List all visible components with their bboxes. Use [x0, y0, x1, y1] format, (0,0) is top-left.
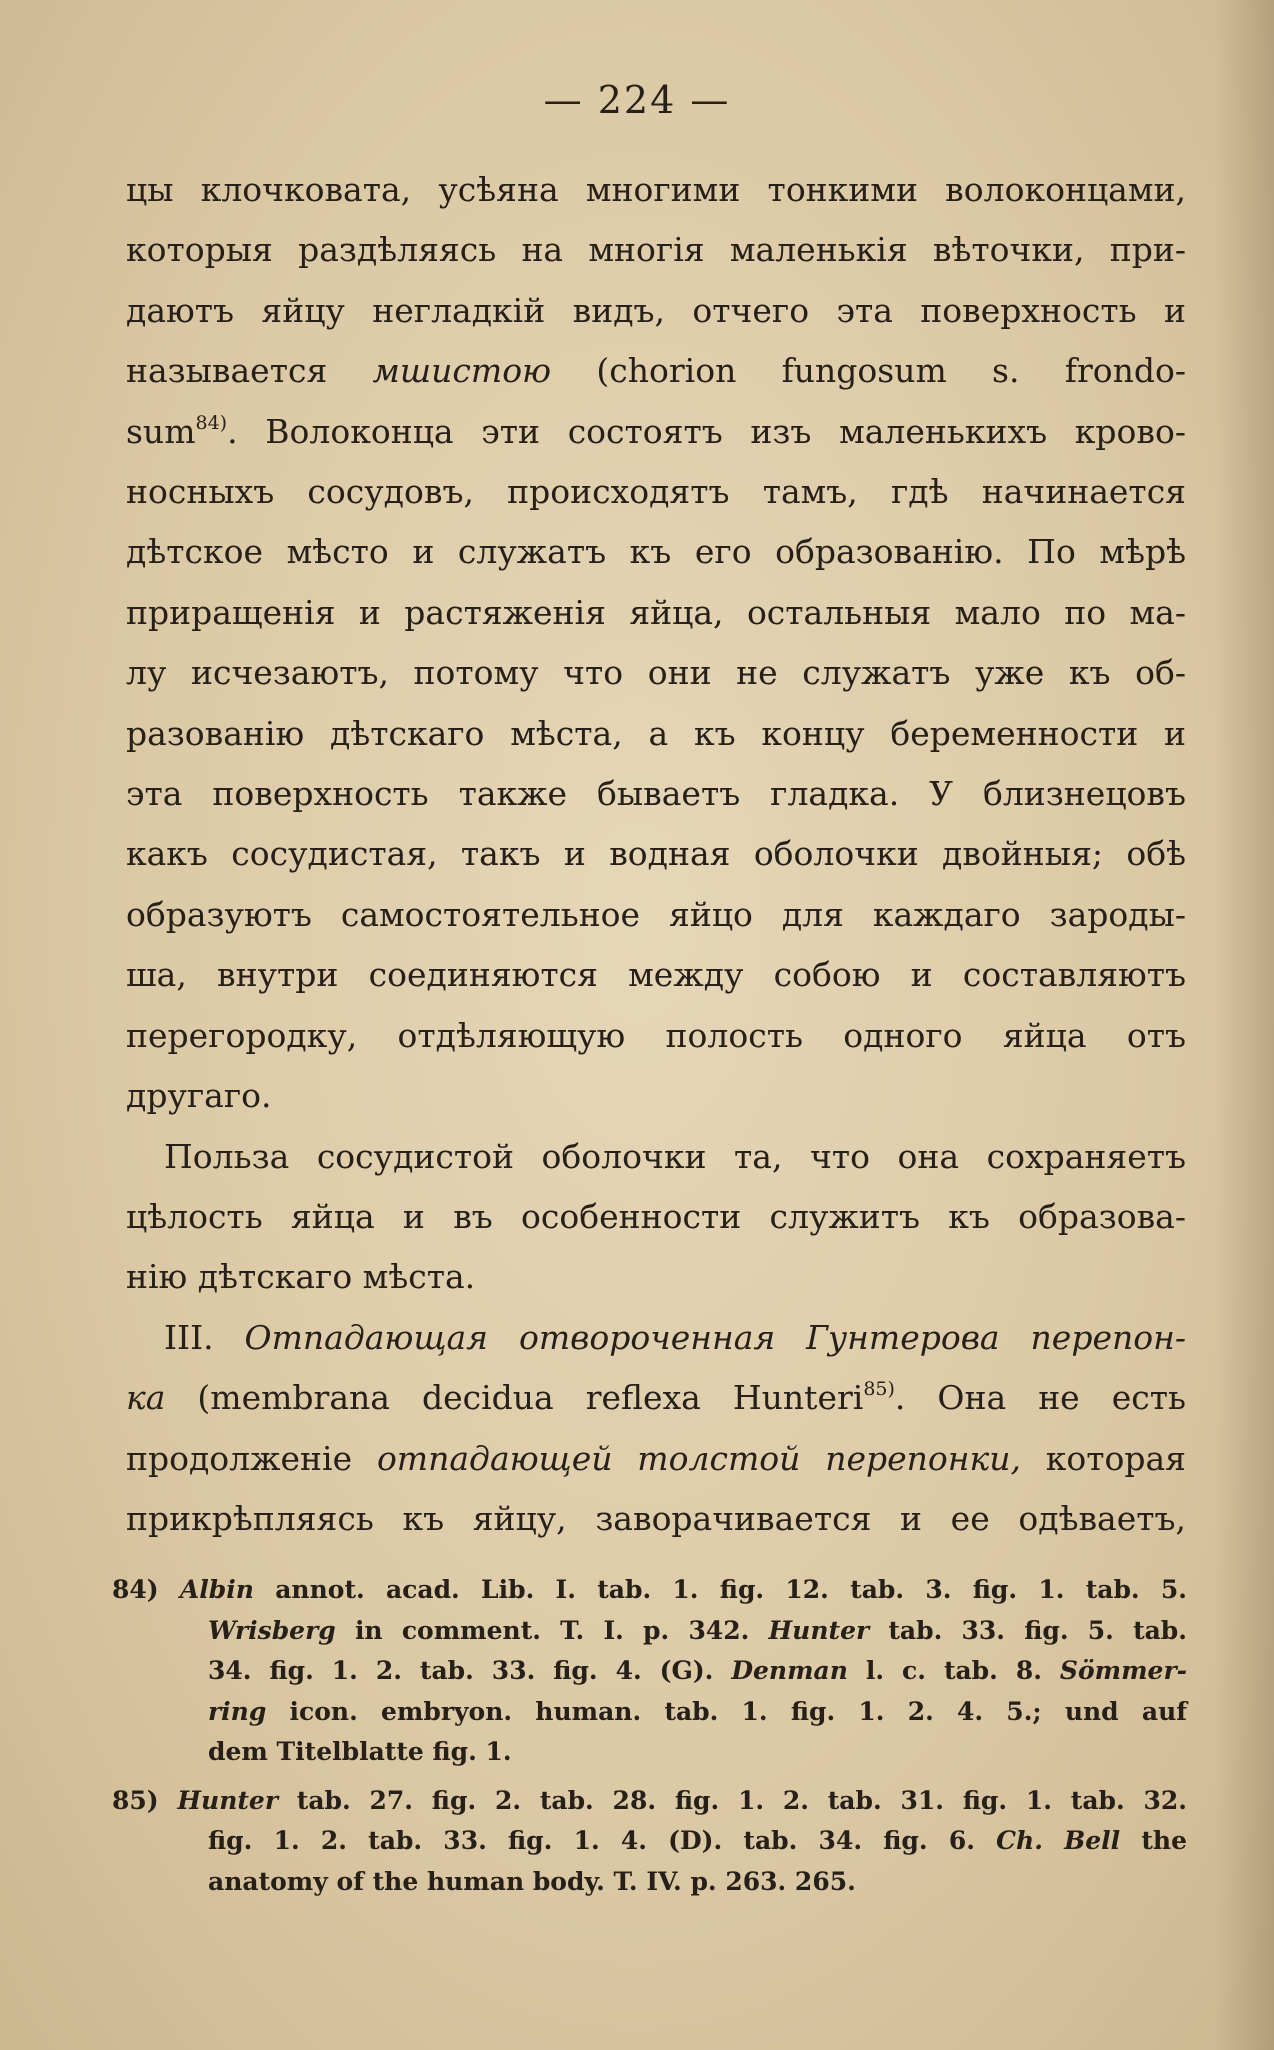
italic-text: Wrisberg — [208, 1615, 336, 1645]
text-line — [126, 1308, 1186, 1368]
italic-text: Hunter — [768, 1615, 870, 1645]
text-run: the — [1120, 1826, 1187, 1855]
text-run: эта поверхность также бываетъ гладка. У близнецовъ — [126, 774, 1186, 814]
page-edge-shadow — [1214, 0, 1274, 2050]
text-line — [126, 1489, 1186, 1549]
text-run: 84) — [112, 1575, 180, 1604]
text-line — [126, 643, 1186, 703]
footnote-line — [112, 1570, 1187, 1611]
text-run: которыя раздѣляясь на многія маленькія вѣточки, при- — [126, 230, 1186, 270]
text-run: III. — [164, 1317, 245, 1357]
footnote-line — [112, 1611, 1187, 1652]
text-run: прикрѣпляясь къ яйцу, заворачивается и ее одѣваетъ, — [126, 1498, 1186, 1538]
italic-text: Отпадающая отвороченная Гунтерова перепон- — [244, 1317, 1186, 1357]
text-line — [126, 522, 1186, 582]
text-run: образуютъ самостоятельное яйцо для каждаго зароды- — [126, 894, 1186, 934]
text-line — [126, 1066, 1186, 1126]
text-line — [126, 402, 1186, 462]
text-run: annot. acad. Lib. I. tab. 1. fig. 12. tab. 3. fig. 1. tab. 5. — [253, 1575, 1187, 1604]
italic-text: Sömmer- — [1059, 1656, 1187, 1685]
footnote-line — [112, 1732, 1187, 1773]
text-line — [126, 281, 1186, 341]
text-run: какъ сосудистая, такъ и водная оболочки двойныя; обѣ — [126, 834, 1186, 874]
text-run: tab. 33. fig. 5. tab. — [869, 1615, 1187, 1645]
text-line — [126, 220, 1186, 280]
text-line — [126, 1187, 1186, 1247]
text-line — [126, 1429, 1186, 1489]
text-run: цѣлость яйца и въ особенности служитъ къ образова- — [126, 1196, 1186, 1236]
footnote — [112, 1570, 1187, 1773]
text-run: лу исчезаютъ, потому что они не служатъ уже къ об- — [126, 653, 1186, 693]
text-run: Польза сосудистой оболочки та, что она сохраняетъ — [164, 1136, 1186, 1176]
italic-text: отпадающей толстой перепонки, — [376, 1438, 1021, 1478]
text-line — [126, 462, 1186, 522]
italic-text: Ch. Bell — [996, 1826, 1121, 1855]
footnote-line — [112, 1692, 1187, 1733]
text-run: которая — [1020, 1438, 1186, 1478]
text-line — [126, 1247, 1186, 1307]
footnote-ref: 85) — [863, 1378, 895, 1401]
text-run: другаго. — [126, 1076, 272, 1116]
text-line — [126, 341, 1186, 401]
page-number: — 224 — — [543, 78, 731, 122]
text-run: tab. 27. fig. 2. tab. 28. fig. 1. 2. tab. 31. fig. 1. tab. 32. — [278, 1785, 1187, 1815]
text-line — [126, 1368, 1186, 1428]
text-run: цы клочковата, усѣяна многими тонкими волоконцами, — [126, 170, 1186, 209]
text-run: (membrana decidua reflexa Hunteri — [165, 1378, 864, 1418]
text-line — [126, 885, 1186, 945]
text-run: дѣтское мѣсто и служатъ къ его образованію. По мѣрѣ — [126, 532, 1186, 572]
text-run: ша, внутри соединяются между собою и составляютъ — [126, 955, 1186, 995]
footnote-ref: 84) — [195, 411, 228, 434]
footnotes — [112, 1570, 1187, 1902]
text-run: называется — [126, 351, 373, 391]
text-line — [126, 704, 1186, 764]
text-line — [126, 764, 1186, 824]
text-run: (chorion fungosum s. frondo- — [551, 351, 1186, 391]
body-text — [126, 160, 1186, 1549]
text-line — [126, 945, 1186, 1005]
text-run: продолженіе — [126, 1438, 377, 1478]
text-run: носныхъ сосудовъ, происходятъ тамъ, гдѣ начинается — [126, 472, 1186, 512]
text-run: l. c. tab. 8. — [847, 1656, 1060, 1685]
italic-text: Hunter — [177, 1785, 279, 1815]
italic-text: ring — [208, 1696, 267, 1726]
text-run: icon. embryon. human. tab. 1. fig. 1. 2. 4. 5.; und auf — [266, 1696, 1187, 1726]
text-run: dem Titelblatte fig. 1. — [208, 1737, 512, 1766]
text-run: разованію дѣтскаго мѣста, а къ концу беременности и — [126, 713, 1186, 753]
footnote-line — [112, 1821, 1187, 1862]
text-run: . Она не есть — [894, 1378, 1186, 1418]
text-run: fig. 1. 2. tab. 33. fig. 1. 4. (D). tab. 34. fig. 6. — [208, 1826, 997, 1855]
footnote-line — [112, 1781, 1187, 1822]
text-run: 85) — [112, 1785, 178, 1815]
footnote — [112, 1781, 1187, 1903]
text-line — [126, 583, 1186, 643]
text-line — [126, 1127, 1186, 1187]
italic-text: Denman — [731, 1656, 848, 1685]
text-line — [126, 1006, 1186, 1066]
footnote-line — [112, 1651, 1187, 1692]
text-line — [126, 160, 1186, 220]
text-run: перегородку, отдѣляющую полость одного яйца отъ — [126, 1015, 1186, 1055]
text-run: нію дѣтскаго мѣста. — [126, 1257, 476, 1297]
footnote-line — [112, 1862, 1187, 1903]
text-line — [126, 824, 1186, 884]
italic-text: ка — [126, 1378, 166, 1418]
text-run: anatomy of the human body. T. IV. p. 263. 265. — [208, 1866, 856, 1896]
italic-text: мшистою — [372, 351, 552, 391]
text-run: 34. fig. 1. 2. tab. 33. fig. 4. (G). — [208, 1656, 732, 1685]
italic-text: Albin — [179, 1575, 254, 1604]
text-run: sum — [126, 411, 196, 451]
text-run: приращенія и растяженія яйца, остальныя мало по ма- — [126, 592, 1186, 632]
text-run: in comment. T. I. p. 342. — [335, 1615, 769, 1645]
text-run: даютъ яйцу негладкій видъ, отчего эта поверхность и — [126, 290, 1186, 330]
text-run: . Волоконца эти состоятъ изъ маленькихъ крово- — [227, 411, 1186, 451]
